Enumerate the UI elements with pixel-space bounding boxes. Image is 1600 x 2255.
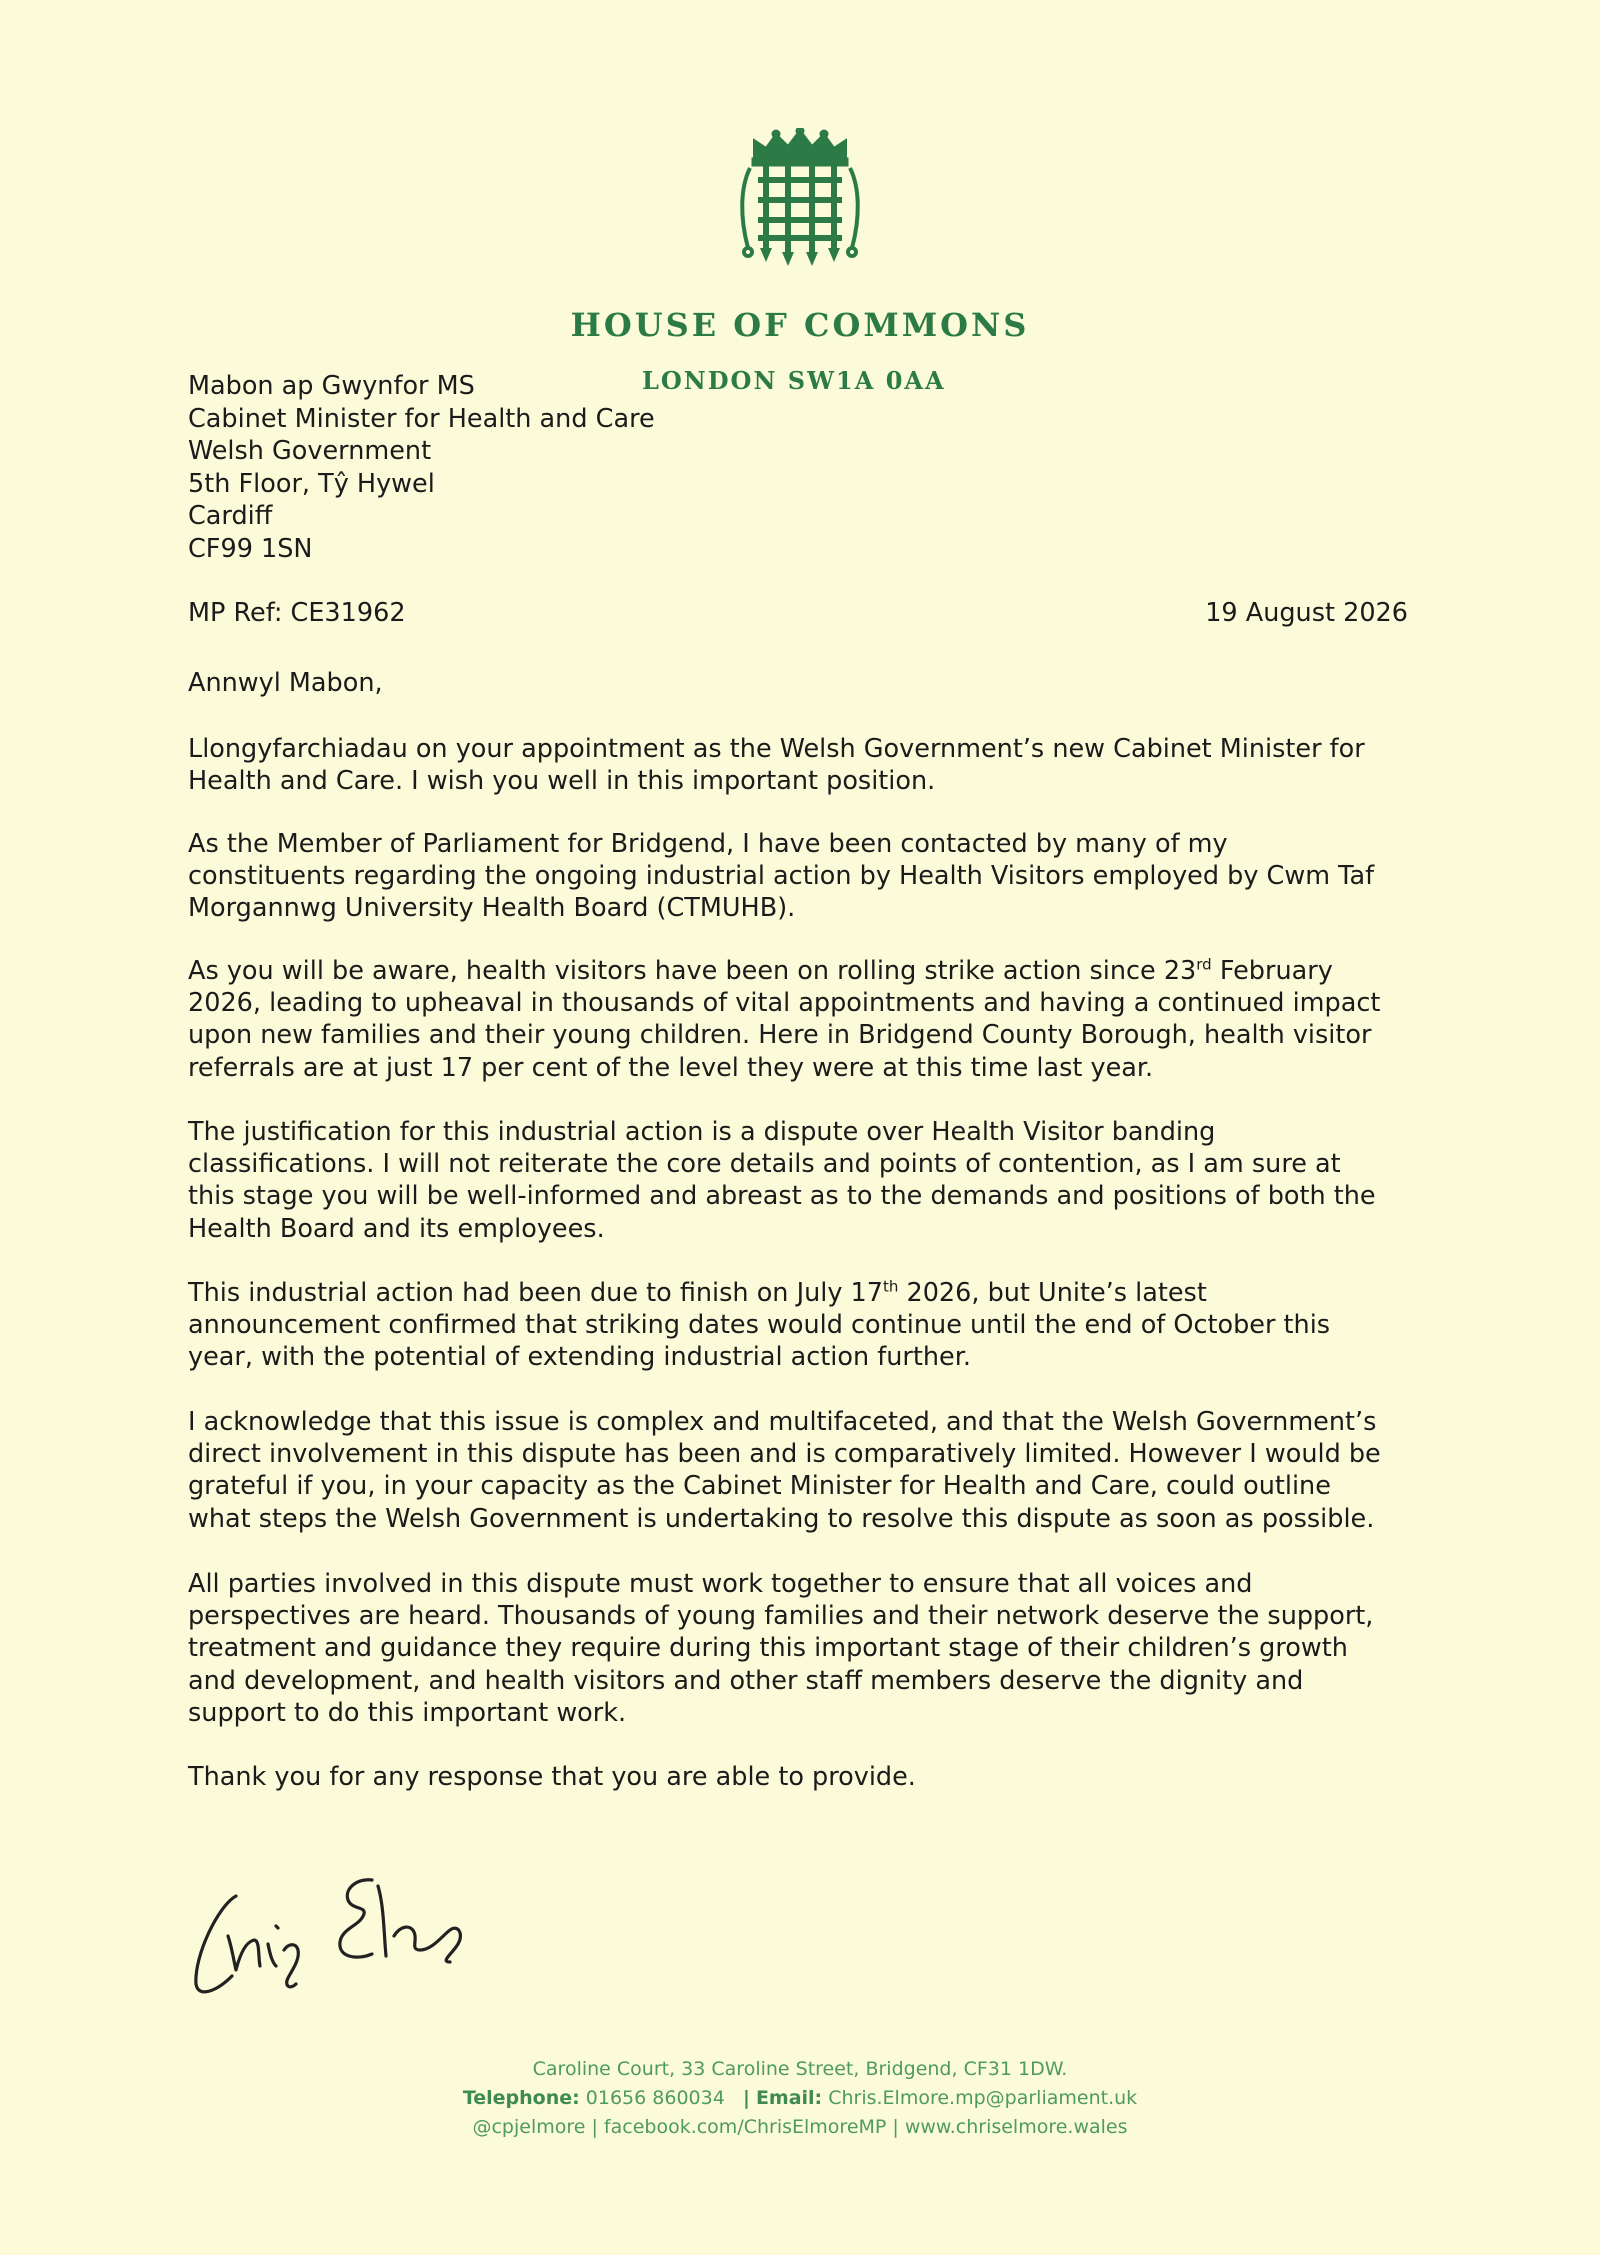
footer-social-links: @cpjelmore | facebook.com/ChrisElmoreMP | www.chriselmore.wales [472, 2116, 1128, 2138]
text-line: referrals are at just 17 per cent of the level they were at this time last year. [188, 1052, 1154, 1083]
text-line: Llongyfarchiadau on your appointment as the Welsh Government’s new Cabinet Minister for [188, 734, 1365, 764]
text-line: The justification for this industrial action is a dispute over Health Visitor banding [188, 1117, 1216, 1147]
text-line: Health Board and its employees. [188, 1213, 605, 1244]
text-line: and development, and health visitors and other staff members deserve the dignity and [188, 1665, 1304, 1696]
text-segment: 2026, but Unite’s latest [898, 1278, 1207, 1308]
text-line: constituents regarding the ongoing industrial action by Health Visitors employed by Cwm Taf [188, 861, 1375, 892]
paragraph-all-parties [188, 1568, 1418, 1729]
ordinal-suffix: th [882, 1277, 899, 1296]
recipient-line: CF99 1SN [188, 533, 313, 564]
text-line: support to do this important work. [188, 1697, 627, 1728]
recipient-line: Welsh Government [188, 436, 432, 466]
text-line: year, with the potential of extending industrial action further. [188, 1342, 971, 1373]
text-segment: As you will be aware, health visitors have been on rolling strike action since 23 [188, 956, 1197, 986]
portcullis-icon [736, 128, 864, 268]
salutation: Annwyl Mabon, [188, 668, 383, 698]
recipient-line: Mabon ap Gwynfor MS [188, 371, 475, 401]
text-line: treatment and guidance they require during this important stage of their children’s growth [188, 1633, 1348, 1664]
text-segment: February [1211, 956, 1333, 986]
paragraph-congratulations [188, 733, 1418, 797]
footer-contact [0, 2084, 1600, 2113]
text-line: Thank you for any response that you are able to provide. [188, 1762, 916, 1792]
text-line: I acknowledge that this issue is complex and multifaceted, and that the Welsh Government’s [188, 1407, 1377, 1437]
text-line: Morgannwg University Health Board (CTMUHB). [188, 893, 796, 924]
email-address: Chris.Elmore.mp@parliament.uk [828, 2087, 1138, 2109]
mp-reference: MP Ref: CE31962 [188, 598, 406, 628]
text-line: direct involvement in this dispute has been and is comparatively limited. However I would be [188, 1439, 1381, 1470]
text-line: classifications. I will not reiterate the core details and points of contention, as I am sure at [188, 1149, 1341, 1180]
paragraph-justification [188, 1116, 1418, 1245]
text-line: 2026, leading to upheaval in thousands of vital appointments and having a continued impact [188, 988, 1381, 1019]
recipient-address [188, 370, 655, 565]
telephone-number: 01656 860034 [585, 2087, 725, 2109]
text-line: upon new families and their young children. Here in Bridgend County Borough, health visitor [188, 1020, 1372, 1051]
text-line: All parties involved in this dispute must work together to ensure that all voices and [188, 1569, 1253, 1599]
text-line: this stage you will be well-informed and abreast as to the demands and positions of both the [188, 1181, 1376, 1212]
text-segment: This industrial action had been due to finish on July 17 [188, 1278, 883, 1308]
paragraph-thanks [188, 1761, 1418, 1793]
recipient-line: 5th Floor, Tŷ Hywel [188, 468, 435, 499]
text-line: perspectives are heard. Thousands of young families and their network deserve the support, [188, 1601, 1374, 1632]
organisation-name: HOUSE OF COMMONS [570, 306, 1030, 344]
text-line: what steps the Welsh Government is undertaking to resolve this dispute as soon as possible. [188, 1503, 1375, 1534]
letter-date: 19 August 2026 [1205, 598, 1408, 628]
text-line: Health and Care. I wish you well in this important position. [188, 766, 936, 797]
telephone-label: Telephone: [462, 2087, 580, 2109]
paragraph-request [188, 1406, 1418, 1535]
text-line: grateful if you, in your capacity as the Cabinet Minister for Health and Care, could outline [188, 1471, 1331, 1502]
paragraph-constituents [188, 828, 1418, 925]
ordinal-suffix: rd [1196, 955, 1212, 974]
text-line: announcement confirmed that striking dates would continue until the end of October this [188, 1310, 1331, 1341]
footer-address: Caroline Court, 33 Caroline Street, Bridgend, CF31 1DW. [532, 2058, 1068, 2080]
text-line [188, 955, 1418, 987]
organisation-address: LONDON SW1A 0AA [642, 366, 946, 395]
footer-separator: | [742, 2087, 750, 2109]
paragraph-strike-action [188, 955, 1418, 1084]
recipient-line: Cardiff [188, 501, 273, 531]
email-label: Email: [755, 2087, 823, 2109]
recipient-line: Cabinet Minister for Health and Care [188, 403, 655, 434]
paragraph-extension [188, 1277, 1418, 1374]
text-line: As the Member of Parliament for Bridgend, I have been contacted by many of my [188, 829, 1228, 859]
text-line [188, 1277, 1418, 1309]
handwritten-signature [188, 1866, 518, 2006]
reference-row [188, 597, 1408, 629]
